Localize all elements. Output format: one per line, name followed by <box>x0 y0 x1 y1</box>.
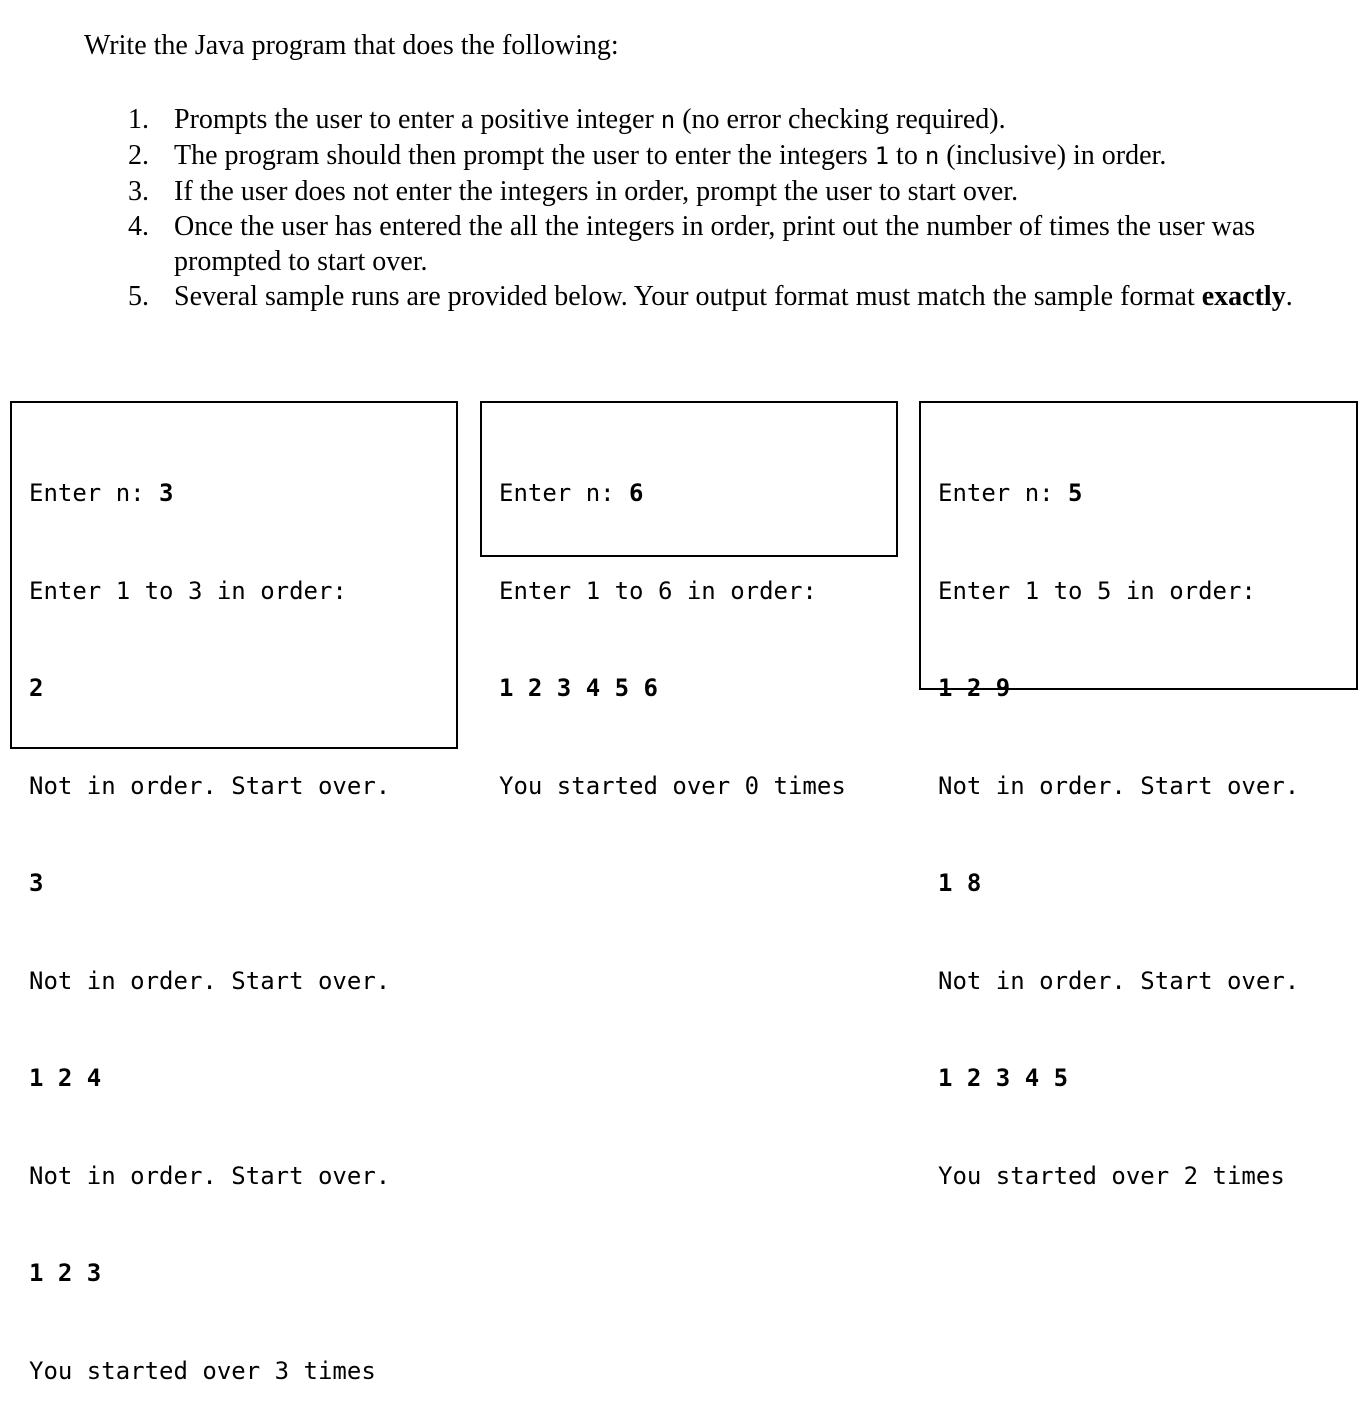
console-line <box>29 965 456 998</box>
instruction-item <box>128 102 1308 138</box>
console-prompt: Not in order. Start over. <box>29 771 391 800</box>
console-line <box>29 477 456 510</box>
instruction-item <box>128 138 1308 174</box>
instruction-text: Several sample runs are provided below. Your output format must match the sample format <box>174 281 1202 312</box>
assignment-heading: Write the Java program that does the following: <box>84 30 619 61</box>
console-input: 1 2 4 <box>29 1064 102 1092</box>
instruction-number: 3. <box>128 176 149 207</box>
console-line <box>29 1355 456 1388</box>
console-line <box>499 575 896 608</box>
console-input: 6 <box>629 479 644 507</box>
instruction-number: 2. <box>128 140 149 171</box>
console-prompt: Enter 1 to 5 in order: <box>938 576 1256 605</box>
console-line <box>29 575 456 608</box>
instruction-text: The program should then prompt the user to enter the integers <box>174 140 875 171</box>
console-prompt: Not in order. Start over. <box>29 1161 391 1190</box>
instruction-item <box>128 279 1308 314</box>
console-line <box>938 477 1356 510</box>
sample-run-box <box>480 401 898 800</box>
console-input: 5 <box>1068 479 1083 507</box>
console-line <box>499 477 896 510</box>
console-input: 3 <box>159 479 174 507</box>
console-input: 1 2 3 4 5 <box>938 1064 1069 1092</box>
console-line <box>29 1160 456 1193</box>
console-line <box>938 965 1356 998</box>
console-prompt: Enter n: <box>29 479 160 507</box>
console-prompt: Enter n: <box>499 479 630 507</box>
console-line <box>938 770 1356 803</box>
instruction-text: (no error checking required). <box>675 104 1006 135</box>
code-term: n <box>660 106 676 134</box>
console-prompt: Enter 1 to 3 in order: <box>29 576 347 605</box>
instruction-number: 4. <box>128 211 149 242</box>
code-term: n <box>924 142 940 170</box>
console-line <box>938 672 1356 705</box>
console-prompt: Enter 1 to 6 in order: <box>499 576 817 605</box>
instruction-number: 1. <box>128 104 149 135</box>
sample-run-box <box>919 401 1358 1190</box>
console-input: 2 <box>29 674 44 702</box>
console-input: 1 2 3 4 5 6 <box>499 674 658 702</box>
code-term: 1 <box>874 142 890 170</box>
instruction-text: (inclusive) in order. <box>939 140 1167 171</box>
console-input: 3 <box>29 869 44 897</box>
console-prompt: Not in order. Start over. <box>29 966 391 995</box>
console-line <box>29 770 456 803</box>
instruction-item <box>128 174 1308 209</box>
emphasis-text: exactly <box>1201 281 1286 312</box>
instruction-text: Prompts the user to enter a positive integer <box>174 104 661 135</box>
console-line <box>499 770 896 803</box>
sample-run-box <box>10 401 458 1385</box>
console-line <box>29 867 456 900</box>
console-line <box>29 1062 456 1095</box>
console-prompt: You started over 2 times <box>938 1161 1285 1190</box>
console-prompt: Not in order. Start over. <box>938 966 1300 995</box>
console-prompt: Not in order. Start over. <box>938 771 1300 800</box>
console-line <box>938 575 1356 608</box>
instruction-text: If the user does not enter the integers in order, prompt the user to start over. <box>174 176 1019 207</box>
console-line <box>499 672 896 705</box>
console-prompt: Enter n: <box>938 479 1069 507</box>
instruction-text: Once the user has entered the all the integers in order, print out the number of times the user was prompted to start over. <box>174 211 1256 277</box>
console-line <box>938 1062 1356 1095</box>
console-line <box>938 1160 1356 1193</box>
console-prompt: You started over 0 times <box>499 771 846 800</box>
console-line <box>29 1257 456 1290</box>
console-input: 1 2 9 <box>938 674 1011 702</box>
instruction-text: to <box>889 140 925 171</box>
console-prompt: You started over 3 times <box>29 1356 376 1385</box>
instruction-text: . <box>1285 281 1293 312</box>
instruction-list <box>128 102 1308 314</box>
console-line <box>29 672 456 705</box>
console-input: 1 2 3 <box>29 1259 102 1287</box>
console-line <box>938 867 1356 900</box>
instruction-number: 5. <box>128 281 149 312</box>
console-input: 1 8 <box>938 869 982 897</box>
instruction-item <box>128 209 1308 279</box>
